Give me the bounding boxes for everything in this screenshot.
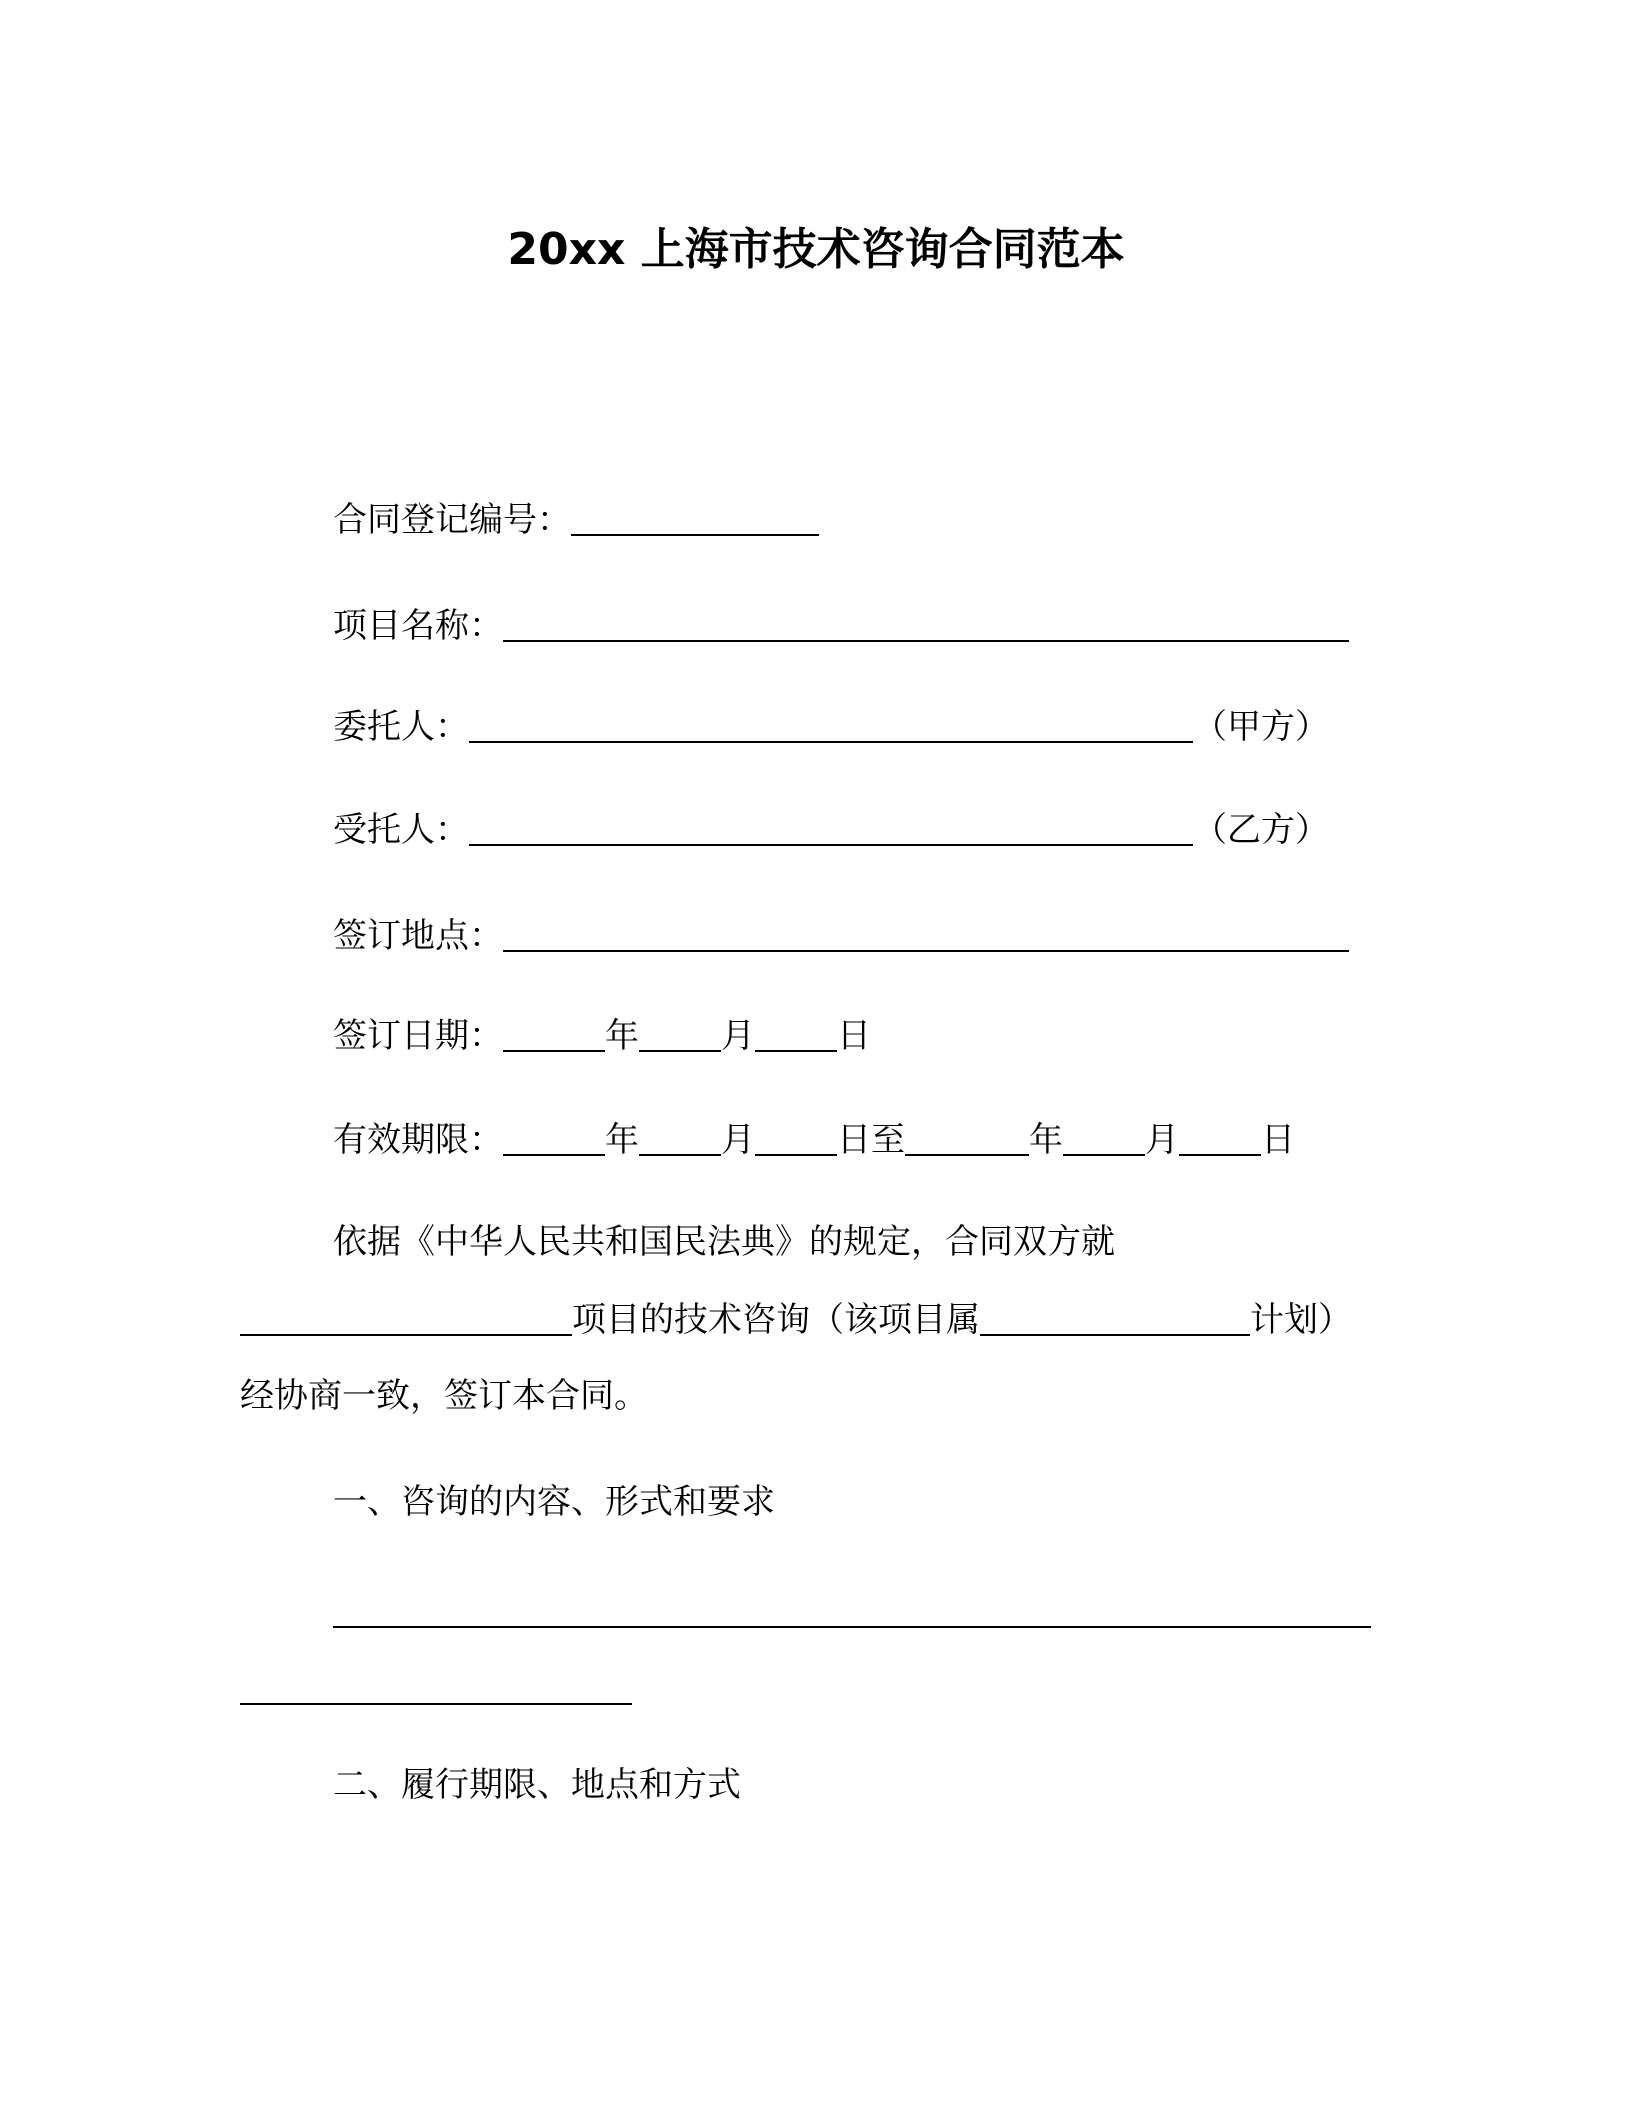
valid-to-year-unit: 年: [1029, 1120, 1063, 1160]
sign-date-month-unit: 月: [721, 1016, 755, 1056]
valid-from-month-blank[interactable]: [639, 1124, 721, 1156]
project-name-label: 项目名称：: [333, 606, 503, 646]
preamble-line-1: [333, 1220, 1115, 1264]
sign-place-blank[interactable]: [503, 920, 1349, 952]
sign-date-year-blank[interactable]: [503, 1020, 605, 1052]
preamble-text-1: 依据《中华人民共和国民法典》的规定，合同双方就: [333, 1222, 1115, 1262]
valid-from-month-unit: 月: [721, 1120, 755, 1160]
preamble-line-2: [240, 1298, 1352, 1342]
valid-from-day-to: 日至: [837, 1120, 905, 1160]
client-row: [333, 705, 1329, 749]
consultant-row: [333, 808, 1329, 852]
registration-no-row: [333, 498, 819, 542]
consultant-suffix: （乙方）: [1193, 810, 1329, 850]
valid-to-year-blank[interactable]: [905, 1124, 1029, 1156]
client-label: 委托人：: [333, 707, 469, 747]
project-name-blank[interactable]: [503, 610, 1349, 642]
preamble-text-2-end: 计划）: [1250, 1300, 1352, 1340]
section-2-heading: 二、履行期限、地点和方式: [333, 1765, 741, 1805]
section-1-heading: 一、咨询的内容、形式和要求: [333, 1482, 775, 1522]
preamble-text-2: 项目的技术咨询（该项目属: [572, 1300, 980, 1340]
client-suffix: （甲方）: [1193, 707, 1329, 747]
registration-no-label: 合同登记编号：: [333, 500, 571, 540]
project-name-row: [333, 604, 1349, 648]
preamble-plan-blank[interactable]: [980, 1304, 1250, 1336]
valid-period-label: 有效期限：: [333, 1120, 503, 1160]
preamble-line-3: [240, 1374, 648, 1418]
sign-date-day-unit: 日: [837, 1016, 871, 1056]
registration-no-blank[interactable]: [571, 504, 819, 536]
sign-place-row: [333, 914, 1349, 958]
valid-from-year-blank[interactable]: [503, 1124, 605, 1156]
valid-to-day-blank[interactable]: [1179, 1124, 1261, 1156]
valid-to-month-unit: 月: [1145, 1120, 1179, 1160]
preamble-project-blank[interactable]: [240, 1304, 572, 1336]
sign-date-row: [333, 1014, 871, 1058]
valid-to-day-unit: 日: [1261, 1120, 1295, 1160]
valid-from-year-unit: 年: [605, 1120, 639, 1160]
consultant-blank[interactable]: [469, 814, 1193, 846]
preamble-text-3: 经协商一致，签订本合同。: [240, 1376, 648, 1416]
sign-date-day-blank[interactable]: [755, 1020, 837, 1052]
sign-date-label: 签订日期：: [333, 1016, 503, 1056]
section-1-blank-line-2[interactable]: [240, 1703, 632, 1705]
valid-to-month-blank[interactable]: [1063, 1124, 1145, 1156]
page-title: 20xx 上海市技术咨询合同范本: [507, 224, 1125, 275]
consultant-label: 受托人：: [333, 810, 469, 850]
sign-date-year-unit: 年: [605, 1016, 639, 1056]
valid-period-row: [333, 1118, 1295, 1162]
sign-place-label: 签订地点：: [333, 916, 503, 956]
client-blank[interactable]: [469, 711, 1193, 743]
valid-from-day-blank[interactable]: [755, 1124, 837, 1156]
section-1-blank-line-1[interactable]: [333, 1626, 1371, 1628]
sign-date-month-blank[interactable]: [639, 1020, 721, 1052]
